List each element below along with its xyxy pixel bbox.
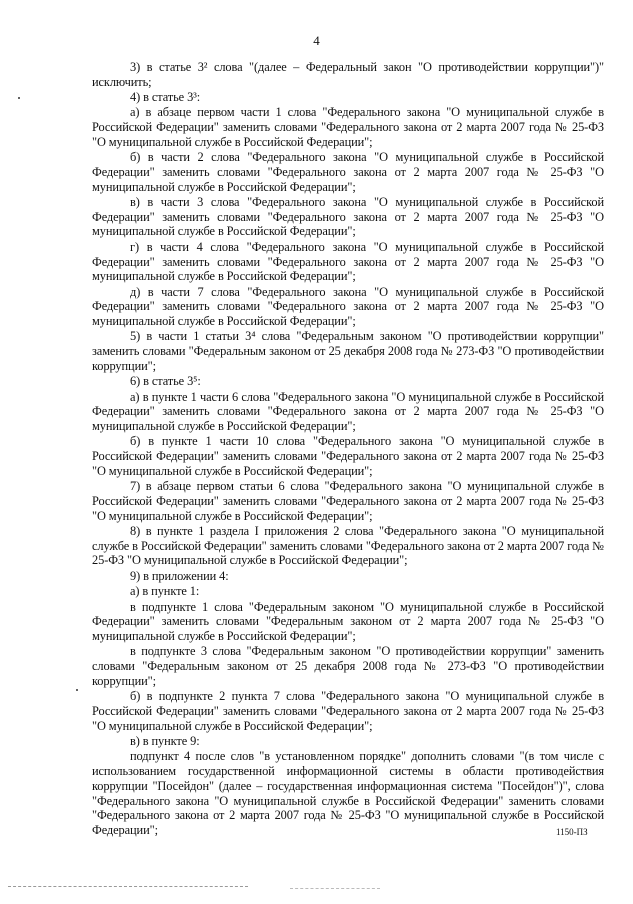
document-body — [92, 60, 604, 838]
paragraph-item-8: 8) в пункте 1 раздела I приложения 2 слова "Федерального закона "О муниципальной службе в Российской Федерации" заменить словами "Федерального закона от 2 марта 2007 года № 25-ФЗ "О муниципальной службе в Российской Федерации"; — [92, 524, 604, 568]
paragraph-item-4d: д) в части 7 слова "Федерального закона "О муниципальной службе в Российской Федерации" заменить словами "Федерального закона от 2 марта 2007 года № 25-ФЗ "О муниципальной службе в Российской Федерации"; — [92, 284, 604, 329]
paragraph-item-4a: а) в абзаце первом части 1 слова "Федерального закона "О муниципальной службе в Российской Федерации" заменить словами "Федерального закона от 2 марта 2007 года № 25-ФЗ "О муниципальной службе в Российской Федерации"; — [92, 105, 604, 149]
scan-speck — [18, 97, 20, 99]
paragraph-item-4v: в) в части 3 слова "Федерального закона "О муниципальной службе в Российской Федерации" заменить словами "Федерального закона от 2 марта 2007 года № 25-ФЗ "О муниципальной службе в Российской Федерации"; — [92, 195, 604, 239]
paragraph-item-3: 3) в статье 3² слова "(далее – Федеральный закон "О противодействии коррупции")" исключить; — [92, 60, 604, 89]
paragraph-item-6b: б) в пункте 1 части 10 слова "Федерального закона "О муниципальной службе в Российской Федерации" заменить словами "Федерального закона от 2 марта 2007 года № 25-ФЗ "О муниципальной службе в Российской Федерации"; — [92, 434, 604, 478]
scan-artifact-line — [8, 886, 248, 887]
paragraph-item-5: 5) в части 1 статьи 3⁴ слова "Федеральным законом "О противодействии коррупции" заменить словами "Федеральным законом от 25 декабря 2008 года № 273-ФЗ "О противодействии коррупции"; — [92, 329, 604, 373]
paragraph-item-6a: а) в пункте 1 части 6 слова "Федерального закона "О муниципальной службе в Российской Федерации" заменить словами "Федерального закона от 2 марта 2007 года № 25-ФЗ "О муниципальной службе в Российской Федерации"; — [92, 389, 604, 434]
document-code: 1150-ПЗ — [556, 827, 588, 837]
paragraph-item-9a: а) в пункте 1: — [130, 584, 200, 599]
scan-artifact-line — [290, 888, 380, 889]
page-number: 4 — [313, 33, 320, 48]
paragraph-subitem-3: в подпункте 3 слова "Федеральным законом "О противодействии коррупции" заменить словами "Федеральным законом от 25 декабря 2008 года № 273-ФЗ "О противодействии коррупции"; — [92, 644, 604, 688]
paragraph-item-7: 7) в абзаце первом статьи 6 слова "Федерального закона "О муниципальной службе в Российской Федерации" заменить словами "Федерального закона от 2 марта 2007 года № 25-ФЗ "О муниципальной службе в Российской Федерации"; — [92, 479, 604, 523]
scan-speck — [76, 689, 78, 691]
paragraph-item-4: 4) в статье 3³: — [130, 90, 201, 105]
paragraph-item-4g: г) в части 4 слова "Федерального закона "О муниципальной службе в Российской Федерации" заменить словами "Федерального закона от 2 марта 2007 года № 25-ФЗ "О муниципальной службе в Российской Федерации"; — [92, 239, 604, 284]
paragraph-item-9v: в) в пункте 9: — [130, 734, 200, 749]
paragraph-item-9b: б) в подпункте 2 пункта 7 слова "Федерального закона "О муниципальной службе в Российской Федерации" заменить словами "Федерального закона от 2 марта 2007 года № 25-ФЗ "О муниципальной службе в Российской Федерации"; — [92, 689, 604, 733]
paragraph-item-9: 9) в приложении 4: — [130, 568, 229, 583]
paragraph-subitem-4: подпункт 4 после слов "в установленном порядке" дополнить словами "(в том числе с использованием государственной информационной системы в области противодействия коррупции "Посейдон" (далее – государственная информационная система "Посейдон")", слова "Федерального закона "О муниципальной службе в Российской Федерации" заменить словами "Федерального закона от 2 марта 2007 года № 25-ФЗ "О муниципальной службе в Российской Федерации"; — [92, 749, 604, 837]
paragraph-item-4b: б) в части 2 слова "Федерального закона "О муниципальной службе в Российской Федерации" заменить словами "Федерального закона от 2 марта 2007 года № 25-ФЗ "О муниципальной службе в Российской Федерации"; — [92, 150, 604, 194]
paragraph-item-6: 6) в статье 3⁵: — [130, 374, 201, 389]
paragraph-subitem-1: в подпункте 1 слова "Федеральным законом "О муниципальной службе в Российской Федерации" заменить словами "Федеральным законом от 2 марта 2007 года № 25-ФЗ "О муниципальной службе в Российской Федерации"; — [92, 599, 604, 644]
